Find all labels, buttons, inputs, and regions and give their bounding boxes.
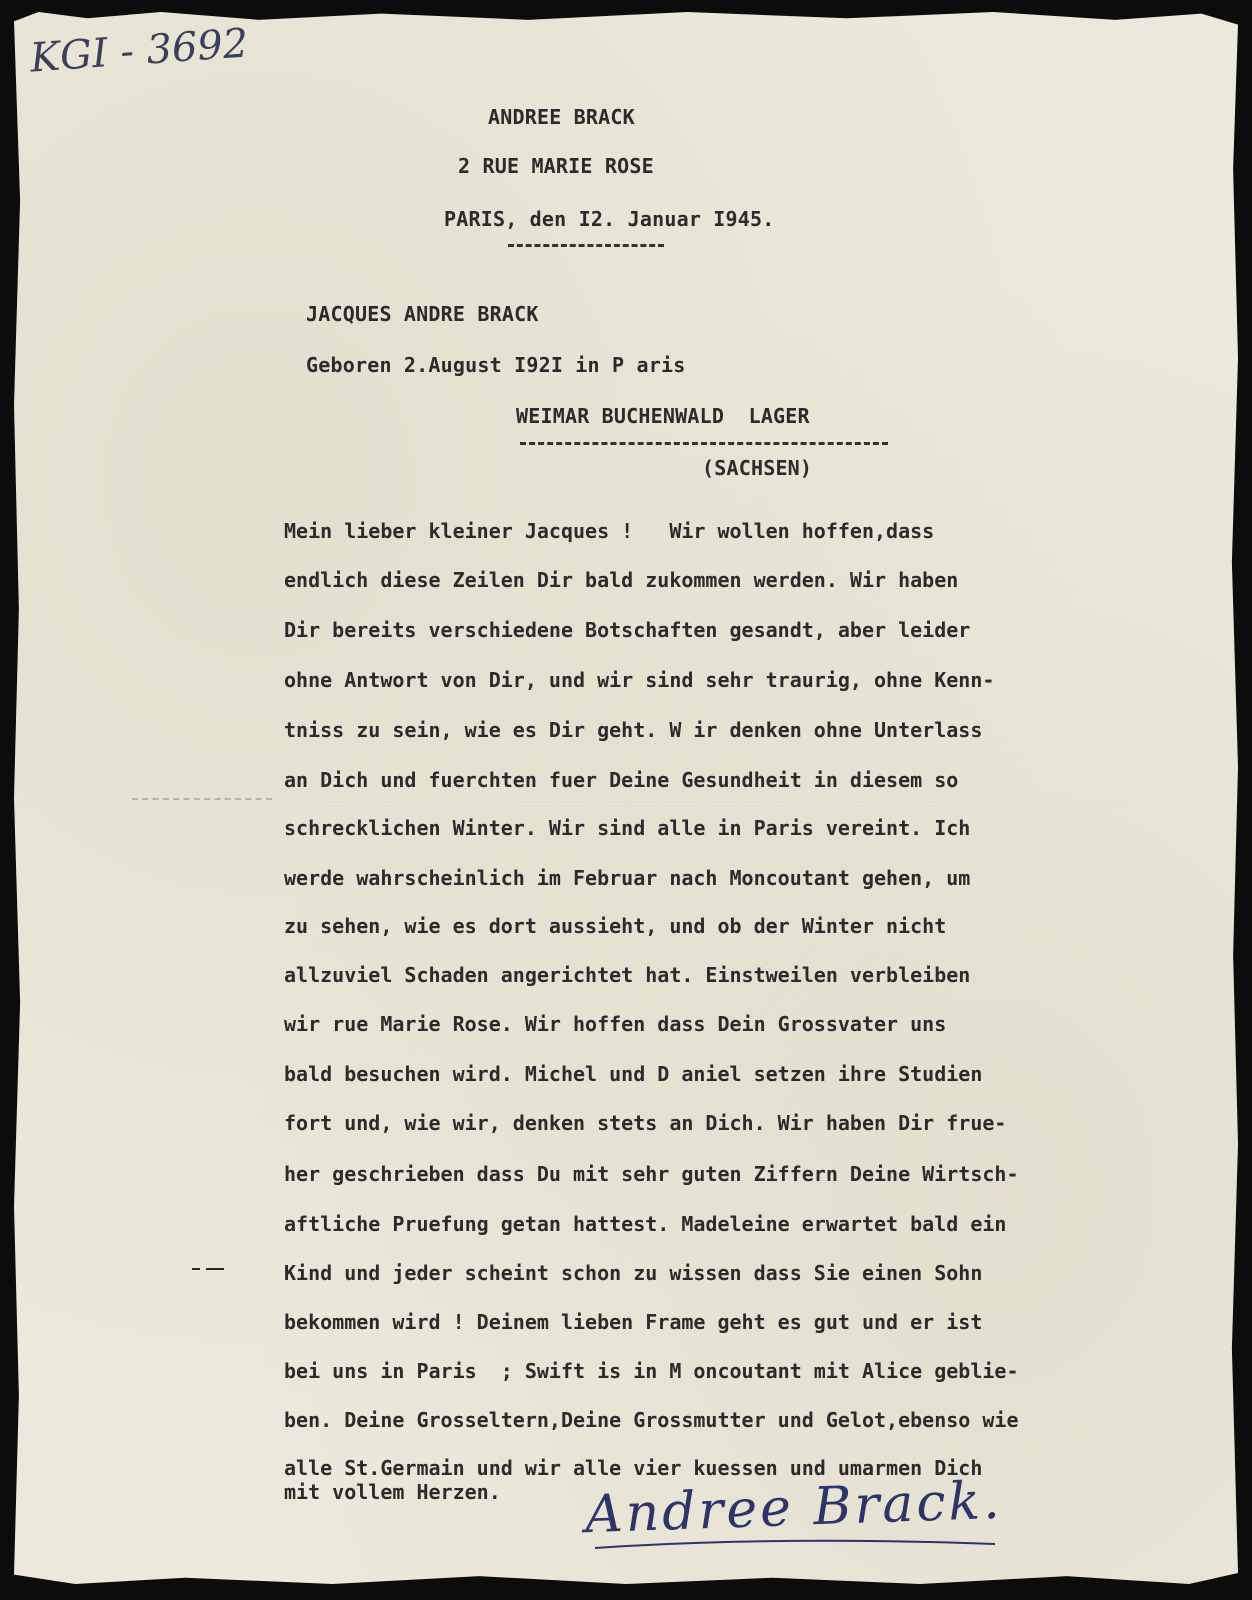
- body-line: aftliche Pruefung getan hattest. Madeleine erwartet bald ein: [284, 1212, 1007, 1236]
- date-underline: [508, 244, 664, 247]
- letter-page: [14, 12, 1238, 1584]
- recipient-name: JACQUES ANDRE BRACK: [306, 302, 539, 326]
- body-line: mit vollem Herzen.: [284, 1480, 501, 1504]
- body-line: schrecklichen Winter. Wir sind alle in Paris vereint. Ich: [284, 816, 971, 840]
- fold-mark: [132, 798, 272, 800]
- body-line: werde wahrscheinlich im Februar nach Moncoutant gehen, um: [284, 866, 971, 890]
- signature: [575, 1470, 1045, 1558]
- body-line: bekommen wird ! Deinem lieben Frame geht es gut und er ist: [284, 1310, 983, 1334]
- paper-fold-crease: [14, 802, 1238, 805]
- recipient-region: (SACHSEN): [702, 456, 813, 480]
- body-line: fort und, wie wir, denken stets an Dich. Wir haben Dir frue-: [284, 1111, 1007, 1135]
- signature-underline: [575, 1478, 1045, 1558]
- recipient-birth: Geboren 2.August I92I in P aris: [306, 353, 686, 377]
- body-line: Dir bereits verschiedene Botschaften gesandt, aber leider: [284, 618, 971, 642]
- body-line: ben. Deine Grosseltern,Deine Grossmutter und Gelot,ebenso wie: [284, 1408, 1019, 1432]
- recipient-camp: WEIMAR BUCHENWALD LAGER: [516, 404, 810, 428]
- body-line: alle St.Germain und wir alle vier kuessen und umarmen Dich: [284, 1456, 983, 1480]
- ink-mark: [192, 1266, 228, 1272]
- body-line: her geschrieben dass Du mit sehr guten Ziffern Deine Wirtsch-: [284, 1162, 1019, 1186]
- archive-mark: KGI - 3692: [28, 20, 250, 82]
- body-line: bald besuchen wird. Michel und D aniel setzen ihre Studien: [284, 1062, 983, 1086]
- sender-address: 2 RUE MARIE ROSE: [458, 154, 654, 178]
- body-line: Kind und jeder scheint schon zu wissen dass Sie einen Sohn: [284, 1261, 983, 1285]
- place-date: PARIS, den I2. Januar I945.: [444, 207, 775, 231]
- camp-underline: [520, 442, 888, 445]
- body-line: tniss zu sein, wie es Dir geht. W ir denken ohne Unterlass: [284, 718, 983, 742]
- signature-text: Andree Brack.: [584, 1470, 1004, 1546]
- body-line: an Dich und fuerchten fuer Deine Gesundheit in diesem so: [284, 768, 959, 792]
- body-line: allzuviel Schaden angerichtet hat. Einstweilen verbleiben: [284, 963, 971, 987]
- body-line: bei uns in Paris ; Swift is in M oncoutant mit Alice geblie-: [284, 1359, 1019, 1383]
- body-line: wir rue Marie Rose. Wir hoffen dass Dein Grossvater uns: [284, 1012, 947, 1036]
- body-line: endlich diese Zeilen Dir bald zukommen werden. Wir haben: [284, 568, 959, 592]
- body-line: ohne Antwort von Dir, und wir sind sehr traurig, ohne Kenn-: [284, 668, 995, 692]
- body-line: Mein lieber kleiner Jacques ! Wir wollen hoffen,dass: [284, 519, 935, 543]
- body-line: zu sehen, wie es dort aussieht, und ob der Winter nicht: [284, 914, 947, 938]
- sender-name: ANDREE BRACK: [488, 105, 635, 129]
